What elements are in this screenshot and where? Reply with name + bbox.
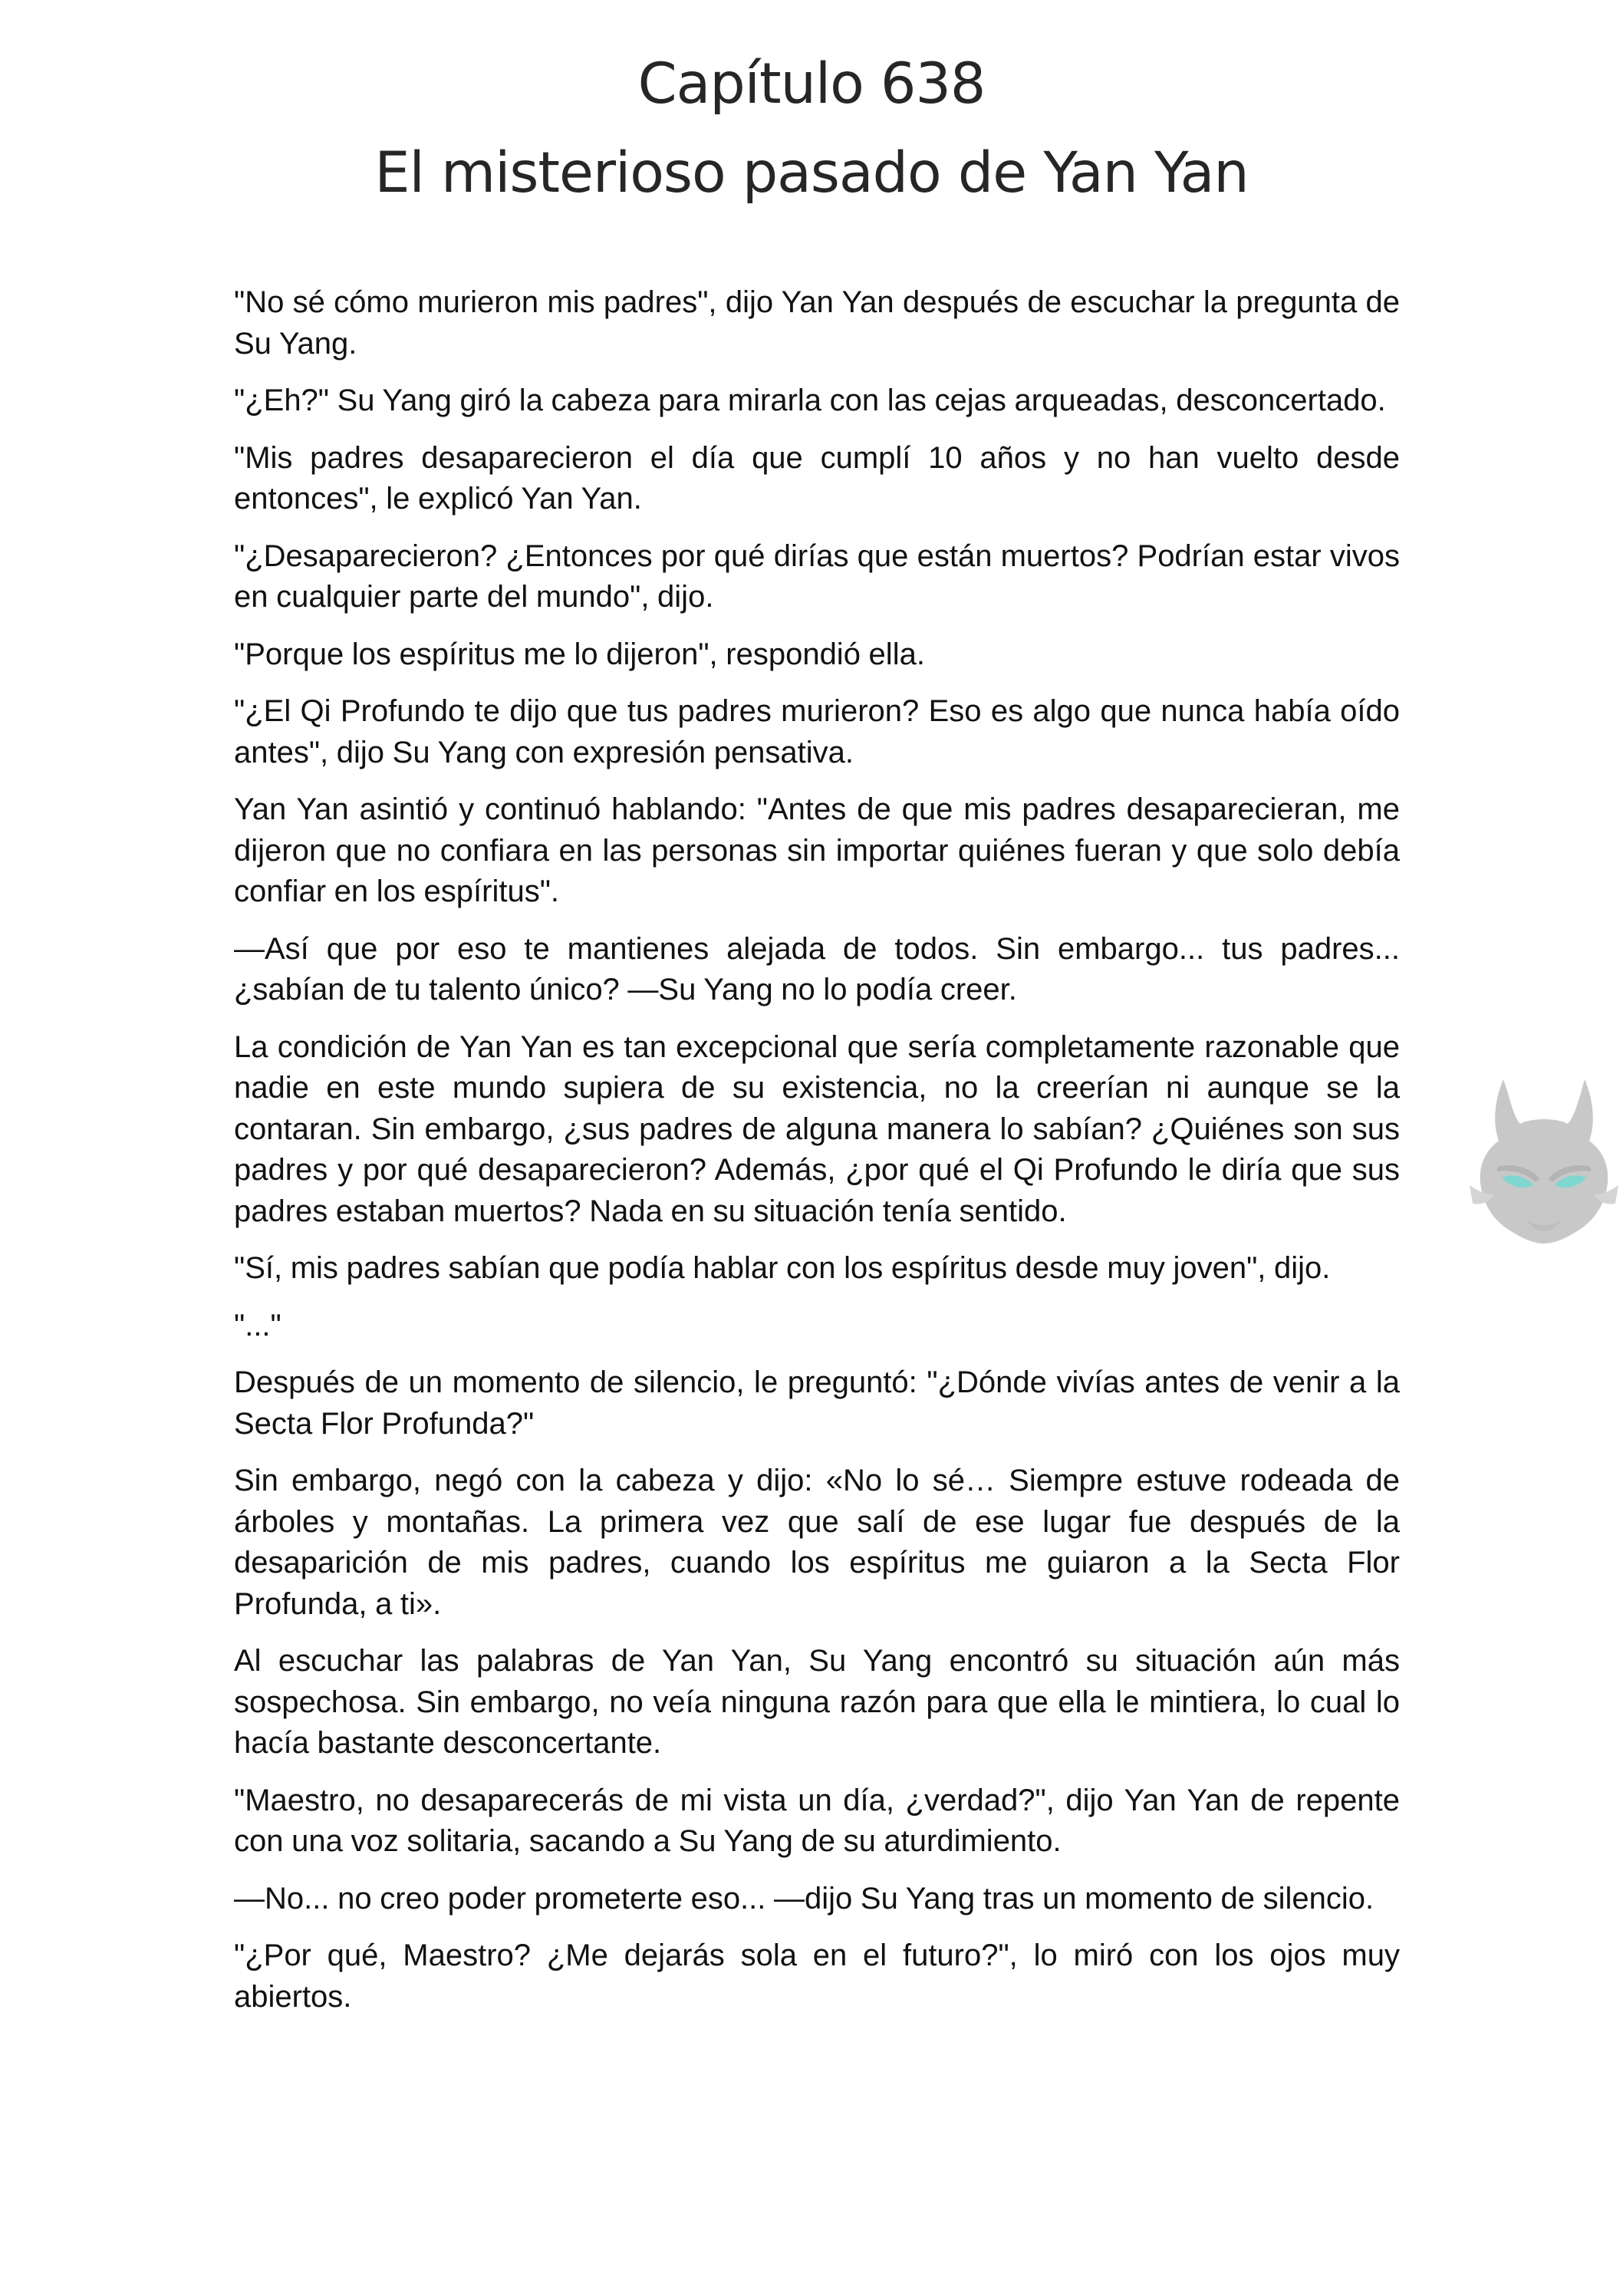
paragraph: "Sí, mis padres sabían que podía hablar con los espíritus desde muy joven", dijo.	[234, 1251, 1331, 1285]
paragraph: "Mis padres desaparecieron el día que cumplí 10 años y no han vuelto desde entonces", le explicó Yan Yan.	[234, 440, 1400, 516]
paragraph: La condición de Yan Yan es tan excepcional que sería completamente razonable que nadie en este mundo supiera de su existencia, no la creerían ni aunque se la contaran. Sin embargo, ¿sus padres de alguna manera lo sabían? ¿Quiénes son sus padres y por qué desaparecieron? Además, ¿por qué el Qi Profundo le diría que sus padres estaban muertos? Nada en su situación tenía sentido.	[234, 1029, 1400, 1228]
paragraph: —Así que por eso te mantienes alejada de todos. Sin embargo... tus padres... ¿sabían de tu talento único? —Su Yang no lo podía creer.	[234, 931, 1400, 1006]
paragraph: Sin embargo, negó con la cabeza y dijo: «No lo sé… Siempre estuve rodeada de árboles y montañas. La primera vez que salí de ese lugar fue después de la desaparición de mis padres, cuando los espíritus me guiaron a la Secta Flor Profunda, a ti».	[234, 1464, 1400, 1621]
paragraph: "¿El Qi Profundo te dijo que tus padres murieron? Eso es algo que nunca había oído antes", dijo Su Yang con expresión pensativa.	[234, 694, 1400, 769]
chapter-number: Capítulo 638	[637, 51, 986, 117]
paragraph: "..."	[234, 1308, 281, 1342]
paragraph: —No... no creo poder prometerte eso... —dijo Su Yang tras un momento de silencio.	[234, 1881, 1374, 1916]
paragraph: Después de un momento de silencio, le preguntó: "¿Dónde vivías antes de venir a la Secta Flor Profunda?"	[234, 1365, 1400, 1441]
paragraph: "Porque los espíritus me lo dijeron", respondió ella.	[234, 637, 925, 671]
paragraph: "No sé cómo murieron mis padres", dijo Yan Yan después de escuchar la pregunta de Su Yang.	[234, 285, 1400, 361]
paragraph: "¿Eh?" Su Yang giró la cabeza para mirarla con las cejas arqueadas, desconcertado.	[234, 384, 1386, 417]
paragraph: "Maestro, no desaparecerás de mi vista un día, ¿verdad?", dijo Yan Yan de repente con una voz solitaria, sacando a Su Yang de su aturdimiento.	[234, 1783, 1400, 1858]
chapter-heading	[0, 40, 1623, 218]
demon-head-icon	[1467, 1070, 1621, 1245]
paragraph: "¿Desaparecieron? ¿Entonces por qué dirías que están muertos? Podrían estar vivos en cualquier parte del mundo", dijo.	[234, 539, 1400, 614]
paragraph: Yan Yan asintió y continuó hablando: "Antes de que mis padres desaparecieran, me dijeron que no confiara en las personas sin importar quiénes fueran y que solo debía confiar en los espíritus".	[234, 792, 1400, 908]
paragraph: Al escuchar las palabras de Yan Yan, Su Yang encontró su situación aún más sospechosa. Sin embargo, no veía ninguna razón para que ella le mintiera, lo cual lo hacía bastante desconcertante.	[234, 1644, 1400, 1760]
chapter-title: El misterioso pasado de Yan Yan	[374, 140, 1249, 206]
chapter-body	[234, 282, 1400, 2034]
paragraph: "¿Por qué, Maestro? ¿Me dejarás sola en el futuro?", lo miró con los ojos muy abiertos.	[234, 1939, 1400, 2014]
